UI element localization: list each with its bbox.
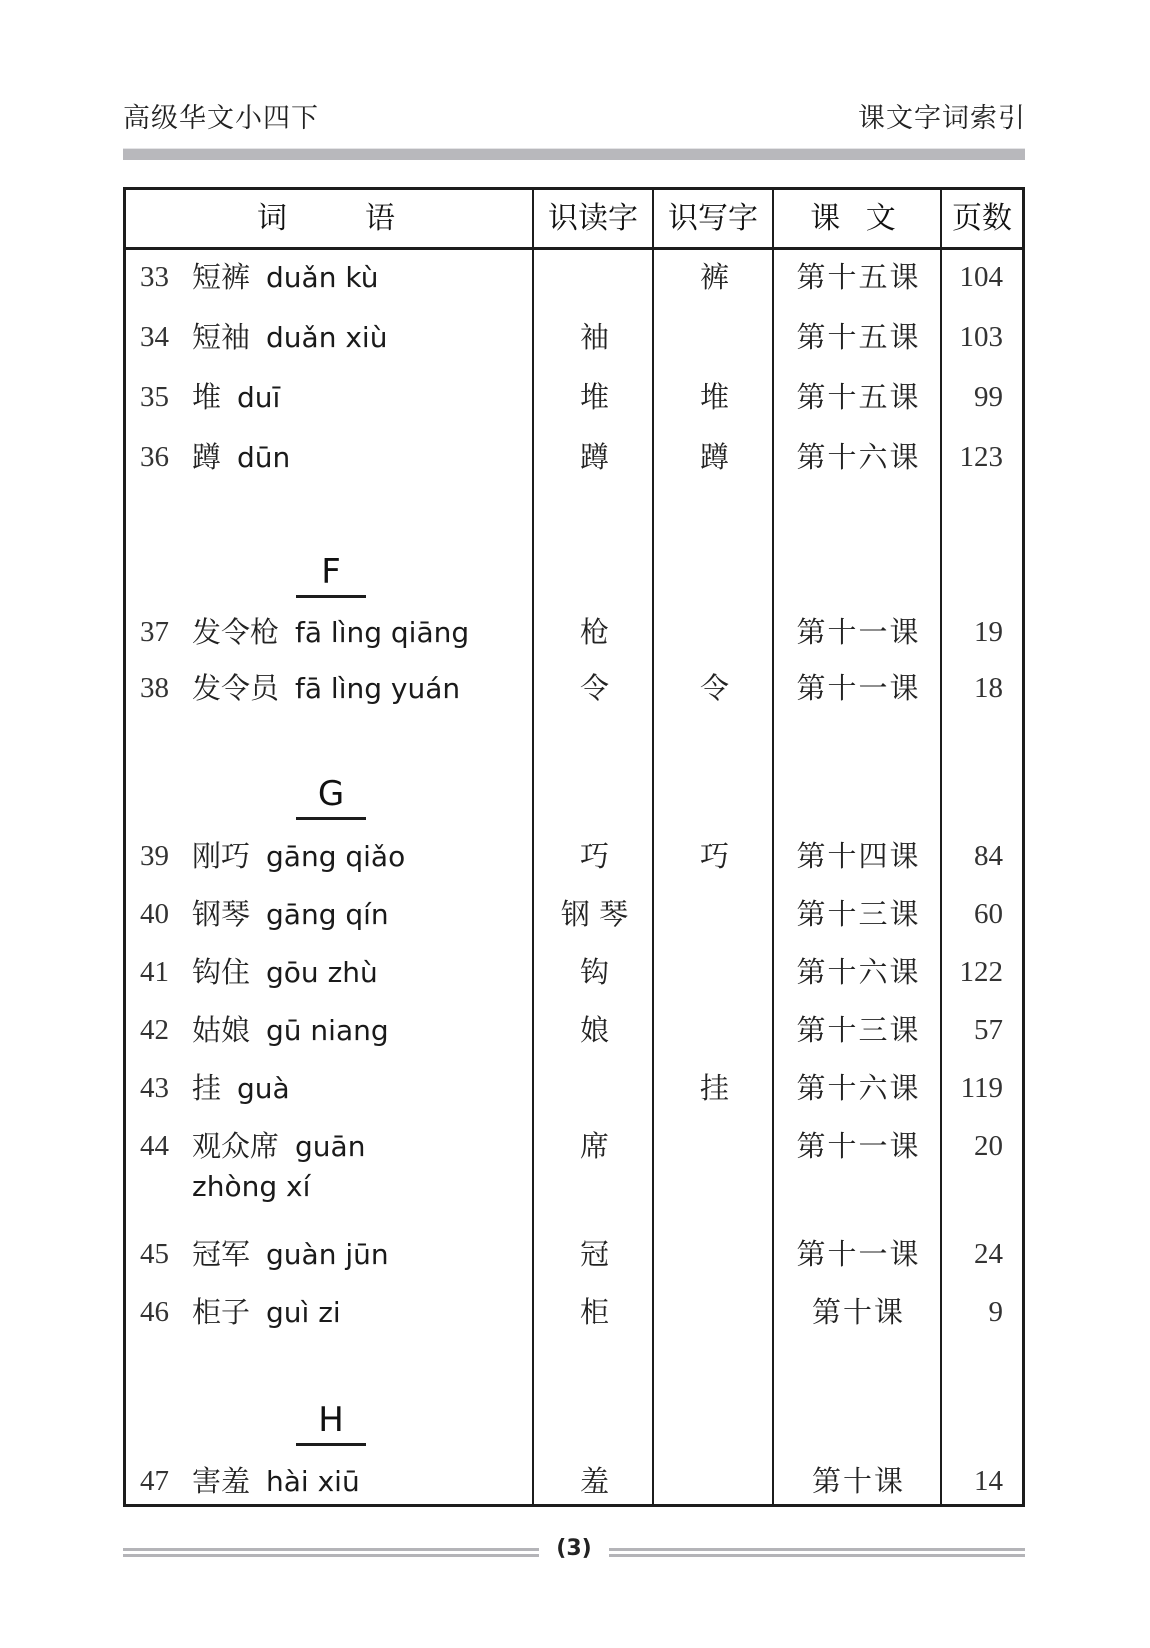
table-row <box>126 1063 1022 1113</box>
lesson: 第十课 <box>811 1295 905 1329</box>
lesson: 第十四课 <box>796 839 921 873</box>
word-pinyin: gōu zhù <box>266 956 378 989</box>
page-number: 104 <box>959 261 1003 293</box>
entry-word <box>192 1005 389 1056</box>
word-pinyin: guān <box>295 1130 366 1163</box>
entry-number: 35 <box>140 381 169 413</box>
word-hanzi: 发令员 <box>192 671 280 705</box>
write-char: 蹲 <box>699 440 729 474</box>
table-row <box>126 1287 1022 1337</box>
page-number: 99 <box>974 381 1003 413</box>
header-divider-bar <box>123 148 1025 160</box>
page-number: 24 <box>974 1238 1003 1270</box>
section-letter-h: H <box>296 1400 366 1440</box>
read-char: 柜 <box>579 1295 609 1329</box>
lesson: 第十五课 <box>796 380 921 414</box>
entry-word <box>192 831 405 882</box>
lesson: 第十六课 <box>796 1071 921 1105</box>
word-hanzi: 刚巧 <box>192 839 251 873</box>
footer-rule-left <box>123 1548 539 1558</box>
lesson: 第十三课 <box>796 1013 921 1047</box>
page-number: 103 <box>959 321 1003 353</box>
write-char: 令 <box>699 671 729 705</box>
lesson: 第十五课 <box>796 260 921 294</box>
read-char: 钢 琴 <box>560 897 629 931</box>
read-char: 冠 <box>579 1237 609 1271</box>
write-char: 巧 <box>699 839 729 873</box>
lesson: 第十六课 <box>796 440 921 474</box>
word-hanzi: 钩住 <box>192 955 251 989</box>
page-number: 119 <box>960 1072 1003 1104</box>
table-row <box>126 372 1022 422</box>
column-header-read: 识读字 <box>548 201 638 236</box>
entry-number: 43 <box>140 1072 169 1104</box>
entry-word <box>192 1063 290 1114</box>
entry-number: 38 <box>140 672 169 704</box>
column-header-page: 页数 <box>952 201 1012 236</box>
read-char: 袖 <box>579 320 609 354</box>
table-row <box>126 312 1022 362</box>
entry-word <box>192 1287 341 1338</box>
read-char: 羞 <box>579 1464 609 1498</box>
entry-word <box>192 1121 365 1172</box>
word-hanzi: 挂 <box>192 1071 222 1105</box>
word-index-table <box>123 187 1025 1507</box>
entry-number: 46 <box>140 1296 169 1328</box>
entry-number: 37 <box>140 616 169 648</box>
lesson: 第十一课 <box>796 1129 921 1163</box>
page-number: 123 <box>959 441 1003 473</box>
column-header-word: 词 语 <box>257 201 401 236</box>
table-row <box>126 1229 1022 1279</box>
table-row <box>126 432 1022 482</box>
entry-number: 44 <box>140 1130 169 1162</box>
section-letter-f: F <box>296 552 366 592</box>
page-number: 57 <box>974 1014 1003 1046</box>
lesson: 第十课 <box>811 1464 905 1498</box>
table-row <box>126 607 1022 657</box>
table-row <box>126 889 1022 939</box>
entry-number: 34 <box>140 321 169 353</box>
entry-word <box>192 607 469 658</box>
word-pinyin: guàn jūn <box>266 1238 389 1271</box>
entry-word <box>192 1229 389 1280</box>
section-underline <box>296 595 366 598</box>
word-pinyin: dūn <box>237 441 291 474</box>
word-hanzi: 短裤 <box>192 260 251 294</box>
entry-number: 40 <box>140 898 169 930</box>
word-hanzi: 钢琴 <box>192 897 251 931</box>
page-number: 14 <box>974 1465 1003 1497</box>
page-number: 18 <box>974 672 1003 704</box>
read-char: 枪 <box>579 615 609 649</box>
lesson: 第十五课 <box>796 320 921 354</box>
entry-number: 36 <box>140 441 169 473</box>
entry-word <box>192 372 280 423</box>
page-footer <box>123 1536 1025 1570</box>
word-hanzi: 短袖 <box>192 320 251 354</box>
header-row-divider <box>126 247 1022 250</box>
entry-number: 41 <box>140 956 169 988</box>
lesson: 第十三课 <box>796 897 921 931</box>
word-pinyin: gū niang <box>266 1014 389 1047</box>
table-row <box>126 1456 1022 1506</box>
word-pinyin: guà <box>237 1072 290 1105</box>
write-char: 挂 <box>699 1071 729 1105</box>
column-header-lesson: 课 文 <box>810 201 904 236</box>
table-row <box>126 1121 1022 1217</box>
word-pinyin: gāng qín <box>266 898 389 931</box>
entry-number: 42 <box>140 1014 169 1046</box>
word-hanzi: 柜子 <box>192 1295 251 1329</box>
entry-word <box>192 312 387 363</box>
lesson: 第十一课 <box>796 1237 921 1271</box>
entry-word <box>192 252 378 303</box>
entry-word <box>192 1456 360 1507</box>
word-pinyin: fā lìng qiāng <box>295 616 470 649</box>
page-number: 19 <box>974 616 1003 648</box>
page-number: 9 <box>988 1296 1003 1328</box>
section-title: 课文字词索引 <box>858 103 1026 134</box>
word-hanzi: 害羞 <box>192 1464 251 1498</box>
word-pinyin: fā lìng yuán <box>295 672 461 705</box>
word-hanzi: 发令枪 <box>192 615 280 649</box>
word-pinyin: hài xiū <box>266 1465 360 1498</box>
page-number: 122 <box>959 956 1003 988</box>
page-number-footer: (3) <box>556 1536 592 1561</box>
write-char: 堆 <box>699 380 729 414</box>
word-hanzi: 姑娘 <box>192 1013 251 1047</box>
entry-number: 39 <box>140 840 169 872</box>
lesson: 第十一课 <box>796 615 921 649</box>
section-letter-g: G <box>296 774 366 814</box>
read-char: 蹲 <box>579 440 609 474</box>
word-hanzi: 堆 <box>192 380 222 414</box>
read-char: 席 <box>579 1129 609 1163</box>
word-hanzi: 观众席 <box>192 1129 280 1163</box>
section-underline <box>296 817 366 820</box>
word-pinyin: duǎn xiù <box>266 321 388 354</box>
table-row <box>126 947 1022 997</box>
word-pinyin: gāng qiǎo <box>266 840 406 873</box>
entry-word <box>192 432 290 483</box>
table-row <box>126 663 1022 713</box>
read-char: 钩 <box>579 955 609 989</box>
read-char: 巧 <box>579 839 609 873</box>
table-row <box>126 831 1022 881</box>
entry-number: 47 <box>140 1465 169 1497</box>
entry-number: 45 <box>140 1238 169 1270</box>
table-row <box>126 1005 1022 1055</box>
read-char: 娘 <box>579 1013 609 1047</box>
word-pinyin-continued: zhòng xí <box>192 1170 311 1203</box>
lesson: 第十六课 <box>796 955 921 989</box>
word-hanzi: 冠军 <box>192 1237 251 1271</box>
page-number: 20 <box>974 1130 1003 1162</box>
entry-word <box>192 947 378 998</box>
word-pinyin: duǎn kù <box>266 261 379 294</box>
lesson: 第十一课 <box>796 671 921 705</box>
table-row <box>126 252 1022 302</box>
entry-word <box>192 889 389 940</box>
word-pinyin: duī <box>237 381 281 414</box>
word-hanzi: 蹲 <box>192 440 222 474</box>
footer-rule-right <box>609 1548 1025 1558</box>
page-number: 60 <box>974 898 1003 930</box>
read-char: 令 <box>579 671 609 705</box>
read-char: 堆 <box>579 380 609 414</box>
column-header-write: 识写字 <box>668 201 758 236</box>
entry-word <box>192 663 460 714</box>
word-pinyin: guì zi <box>266 1296 341 1329</box>
book-title: 高级华文小四下 <box>123 103 319 134</box>
page-number: 84 <box>974 840 1003 872</box>
entry-number: 33 <box>140 261 169 293</box>
write-char: 裤 <box>699 260 729 294</box>
section-underline <box>296 1443 366 1446</box>
